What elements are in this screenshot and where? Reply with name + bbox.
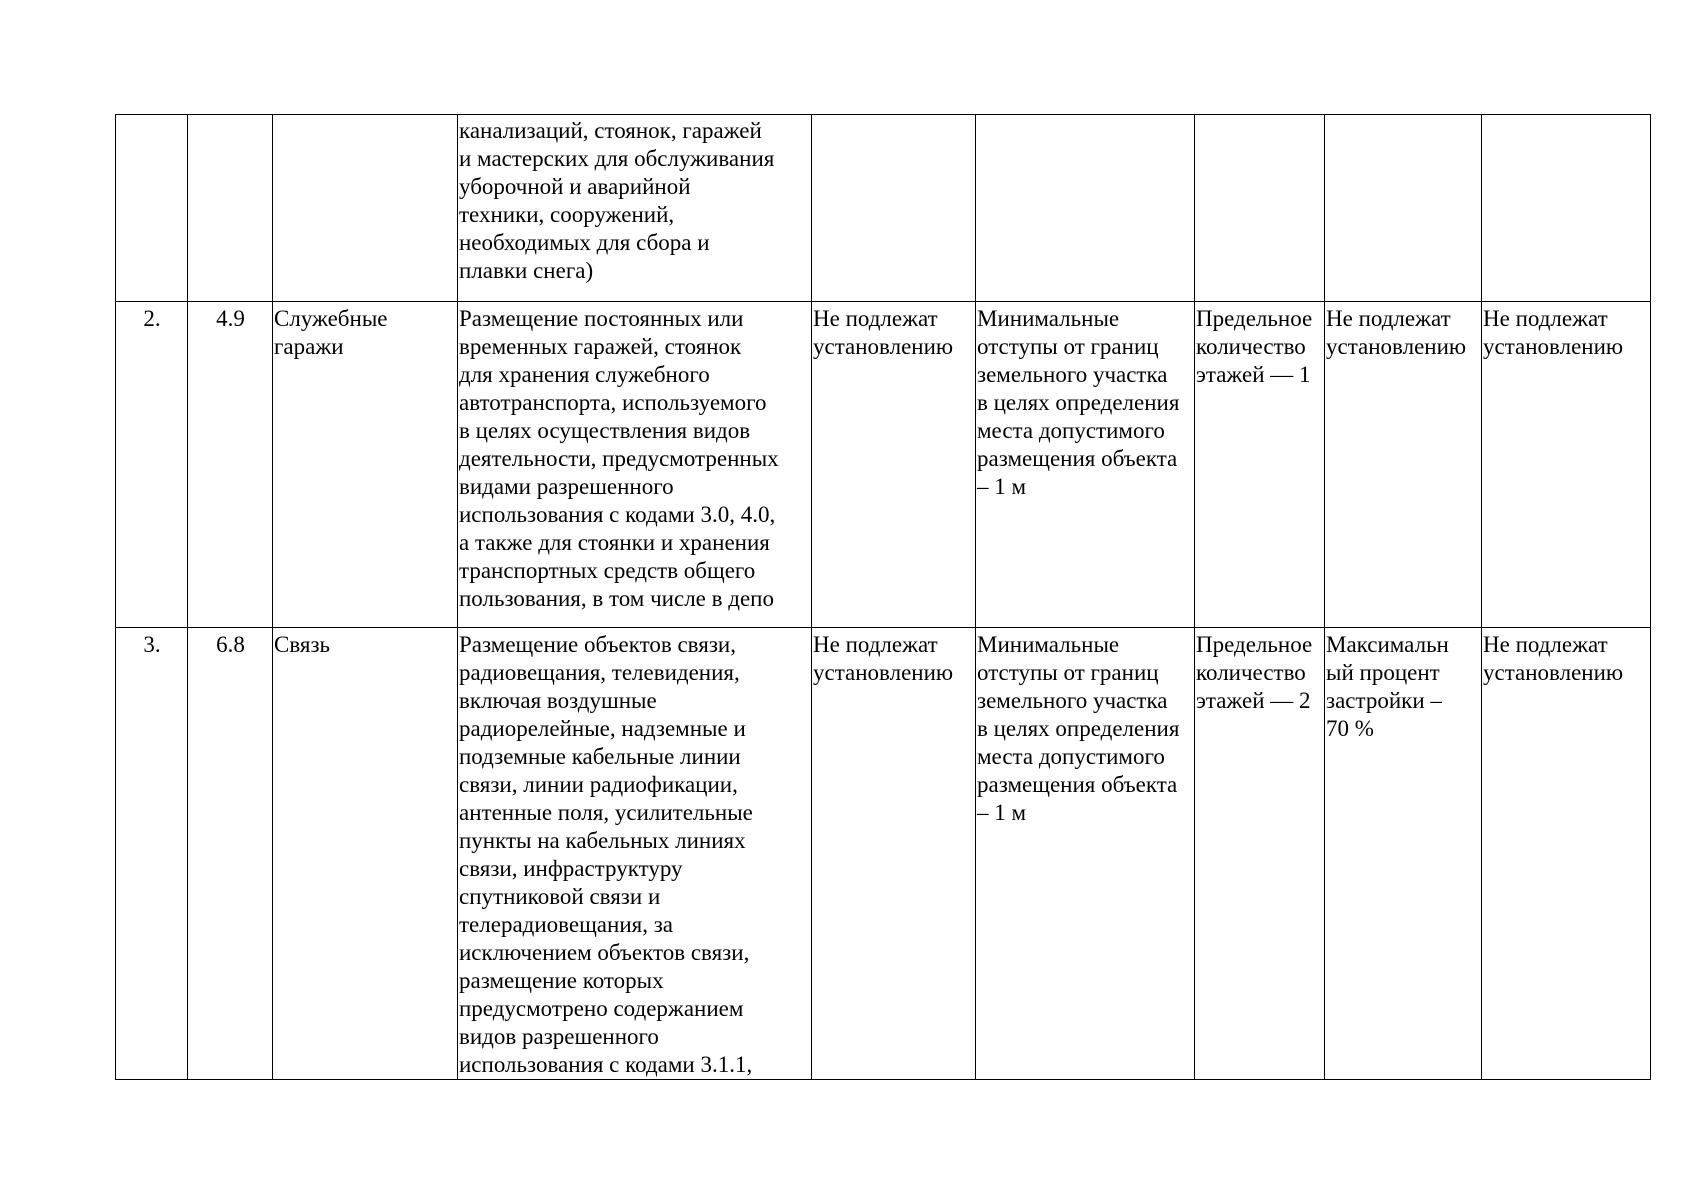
cell-text-line: земельного участка <box>977 688 1168 713</box>
cell-text-line: гаражи <box>274 334 344 359</box>
cell-text-line: уборочной и аварийной <box>459 174 691 199</box>
floor-limit-cell <box>1195 302 1325 628</box>
cell-text-line: в целях осуществления видов <box>459 418 751 443</box>
use-name-cell <box>273 628 458 1080</box>
cell-text-line: 70 % <box>1326 716 1374 741</box>
cell-text-line: транспортных средств общего <box>459 558 756 583</box>
table-row <box>116 115 1651 302</box>
cell-text-line: этажей — 2 <box>1196 688 1311 713</box>
other-parameters-cell <box>1482 302 1651 628</box>
cell-text-line: радиорелейные, надземные и <box>459 716 746 741</box>
cell-text-line: связи, линии радиофикации, <box>459 772 738 797</box>
cell-text-line: предусмотрено содержанием <box>459 996 744 1021</box>
cell-text-line: использования с кодами 3.0, 4.0, <box>459 502 776 527</box>
cell-text-line: установлению <box>1483 660 1624 685</box>
cell-text-line: плавки снега) <box>459 258 594 283</box>
cell-text-line: Служебные <box>274 306 388 331</box>
cell-text-line: включая воздушные <box>459 688 657 713</box>
use-description-cell <box>458 628 812 1080</box>
building-coverage-cell <box>1325 115 1482 302</box>
cell-text-line: количество <box>1196 334 1306 359</box>
cell-text-line: видов разрешенного <box>459 1024 659 1049</box>
cell-text-line: – 1 м <box>977 474 1027 499</box>
use-code-cell: 6.8 <box>188 628 273 1080</box>
cell-text-line: Не подлежат <box>1326 306 1451 331</box>
cell-text-line: для хранения служебного <box>459 362 710 387</box>
other-parameters-cell <box>1482 115 1651 302</box>
cell-text-line: Не подлежат <box>813 306 938 331</box>
cell-text-line: установлению <box>1483 334 1624 359</box>
use-name-cell <box>273 302 458 628</box>
cell-text-line: Не подлежат <box>813 632 938 657</box>
cell-text-line: Минимальные <box>977 632 1120 657</box>
use-description-cell <box>458 115 812 302</box>
cell-text-line: ый процент <box>1326 660 1440 685</box>
use-description-cell <box>458 302 812 628</box>
cell-text-line: необходимых для сбора и <box>459 230 710 255</box>
use-code-cell <box>188 115 273 302</box>
row-number-cell <box>116 115 188 302</box>
cell-text-line: телерадиовещания, за <box>459 912 674 937</box>
cell-text-line: размещения объекта <box>977 772 1178 797</box>
setback-requirements-cell <box>976 628 1195 1080</box>
plot-size-limits-cell <box>812 628 976 1080</box>
plot-size-limits-cell <box>812 115 976 302</box>
cell-text-line: места допустимого <box>977 744 1165 769</box>
building-coverage-cell <box>1325 302 1482 628</box>
row-number-cell: 3. <box>116 628 188 1080</box>
cell-text-line: размещения объекта <box>977 446 1178 471</box>
cell-text-line: в целях определения <box>977 390 1180 415</box>
floor-limit-cell <box>1195 628 1325 1080</box>
cell-text-line: места допустимого <box>977 418 1165 443</box>
cell-text-line: установлению <box>813 334 954 359</box>
cell-text-line: Минимальные <box>977 306 1120 331</box>
cell-text-line: исключением объектов связи, <box>459 940 750 965</box>
cell-text-line: Связь <box>274 632 331 657</box>
cell-text-line: использования с кодами 3.1.1, <box>459 1052 753 1077</box>
cell-text-line: Предельное <box>1196 306 1313 331</box>
cell-text-line: Размещение объектов связи, <box>459 632 736 657</box>
cell-text-line: застройки – <box>1326 688 1442 713</box>
cell-text-line: Не подлежат <box>1483 632 1608 657</box>
cell-text-line: деятельности, предусмотренных <box>459 446 779 471</box>
row-number-cell: 2. <box>116 302 188 628</box>
cell-text-line: отступы от границ <box>977 334 1159 359</box>
cell-text-line: количество <box>1196 660 1306 685</box>
cell-text-line: и мастерских для обслуживания <box>459 146 775 171</box>
table-body <box>116 115 1651 1080</box>
cell-text-line: временных гаражей, стоянок <box>459 334 742 359</box>
table-row <box>116 628 1651 1080</box>
setback-requirements-cell <box>976 115 1195 302</box>
cell-text-line: канализаций, стоянок, гаражей <box>459 118 762 143</box>
cell-text-line: пункты на кабельных линиях <box>459 828 746 853</box>
cell-text-line: автотранспорта, используемого <box>459 390 767 415</box>
plot-size-limits-cell <box>812 302 976 628</box>
cell-text-line: радиовещания, телевидения, <box>459 660 740 685</box>
table-row <box>116 302 1651 628</box>
cell-text-line: связи, инфраструктуру <box>459 856 683 881</box>
cell-text-line: Не подлежат <box>1483 306 1608 331</box>
cell-text-line: антенные поля, усилительные <box>459 800 753 825</box>
cell-text-line: видами разрешенного <box>459 474 674 499</box>
cell-text-line: земельного участка <box>977 362 1168 387</box>
cell-text-line: размещение которых <box>459 968 664 993</box>
cell-text-line: Размещение постоянных или <box>459 306 744 331</box>
zoning-regulations-table <box>115 114 1651 1080</box>
cell-text-line: установлению <box>813 660 954 685</box>
use-code-cell: 4.9 <box>188 302 273 628</box>
cell-text-line: пользования, в том числе в депо <box>459 586 774 611</box>
cell-text-line: установлению <box>1326 334 1467 359</box>
cell-text-line: Максимальн <box>1326 632 1449 657</box>
building-coverage-cell <box>1325 628 1482 1080</box>
cell-text-line: отступы от границ <box>977 660 1159 685</box>
use-name-cell <box>273 115 458 302</box>
cell-text-line: а также для стоянки и хранения <box>459 530 770 555</box>
cell-text-line: техники, сооружений, <box>459 202 675 227</box>
cell-text-line: – 1 м <box>977 800 1027 825</box>
cell-text-line: в целях определения <box>977 716 1180 741</box>
cell-text-line: спутниковой связи и <box>459 884 661 909</box>
other-parameters-cell <box>1482 628 1651 1080</box>
cell-text-line: Предельное <box>1196 632 1313 657</box>
setback-requirements-cell <box>976 302 1195 628</box>
floor-limit-cell <box>1195 115 1325 302</box>
cell-text-line: этажей — 1 <box>1196 362 1311 387</box>
cell-text-line: подземные кабельные линии <box>459 744 741 769</box>
